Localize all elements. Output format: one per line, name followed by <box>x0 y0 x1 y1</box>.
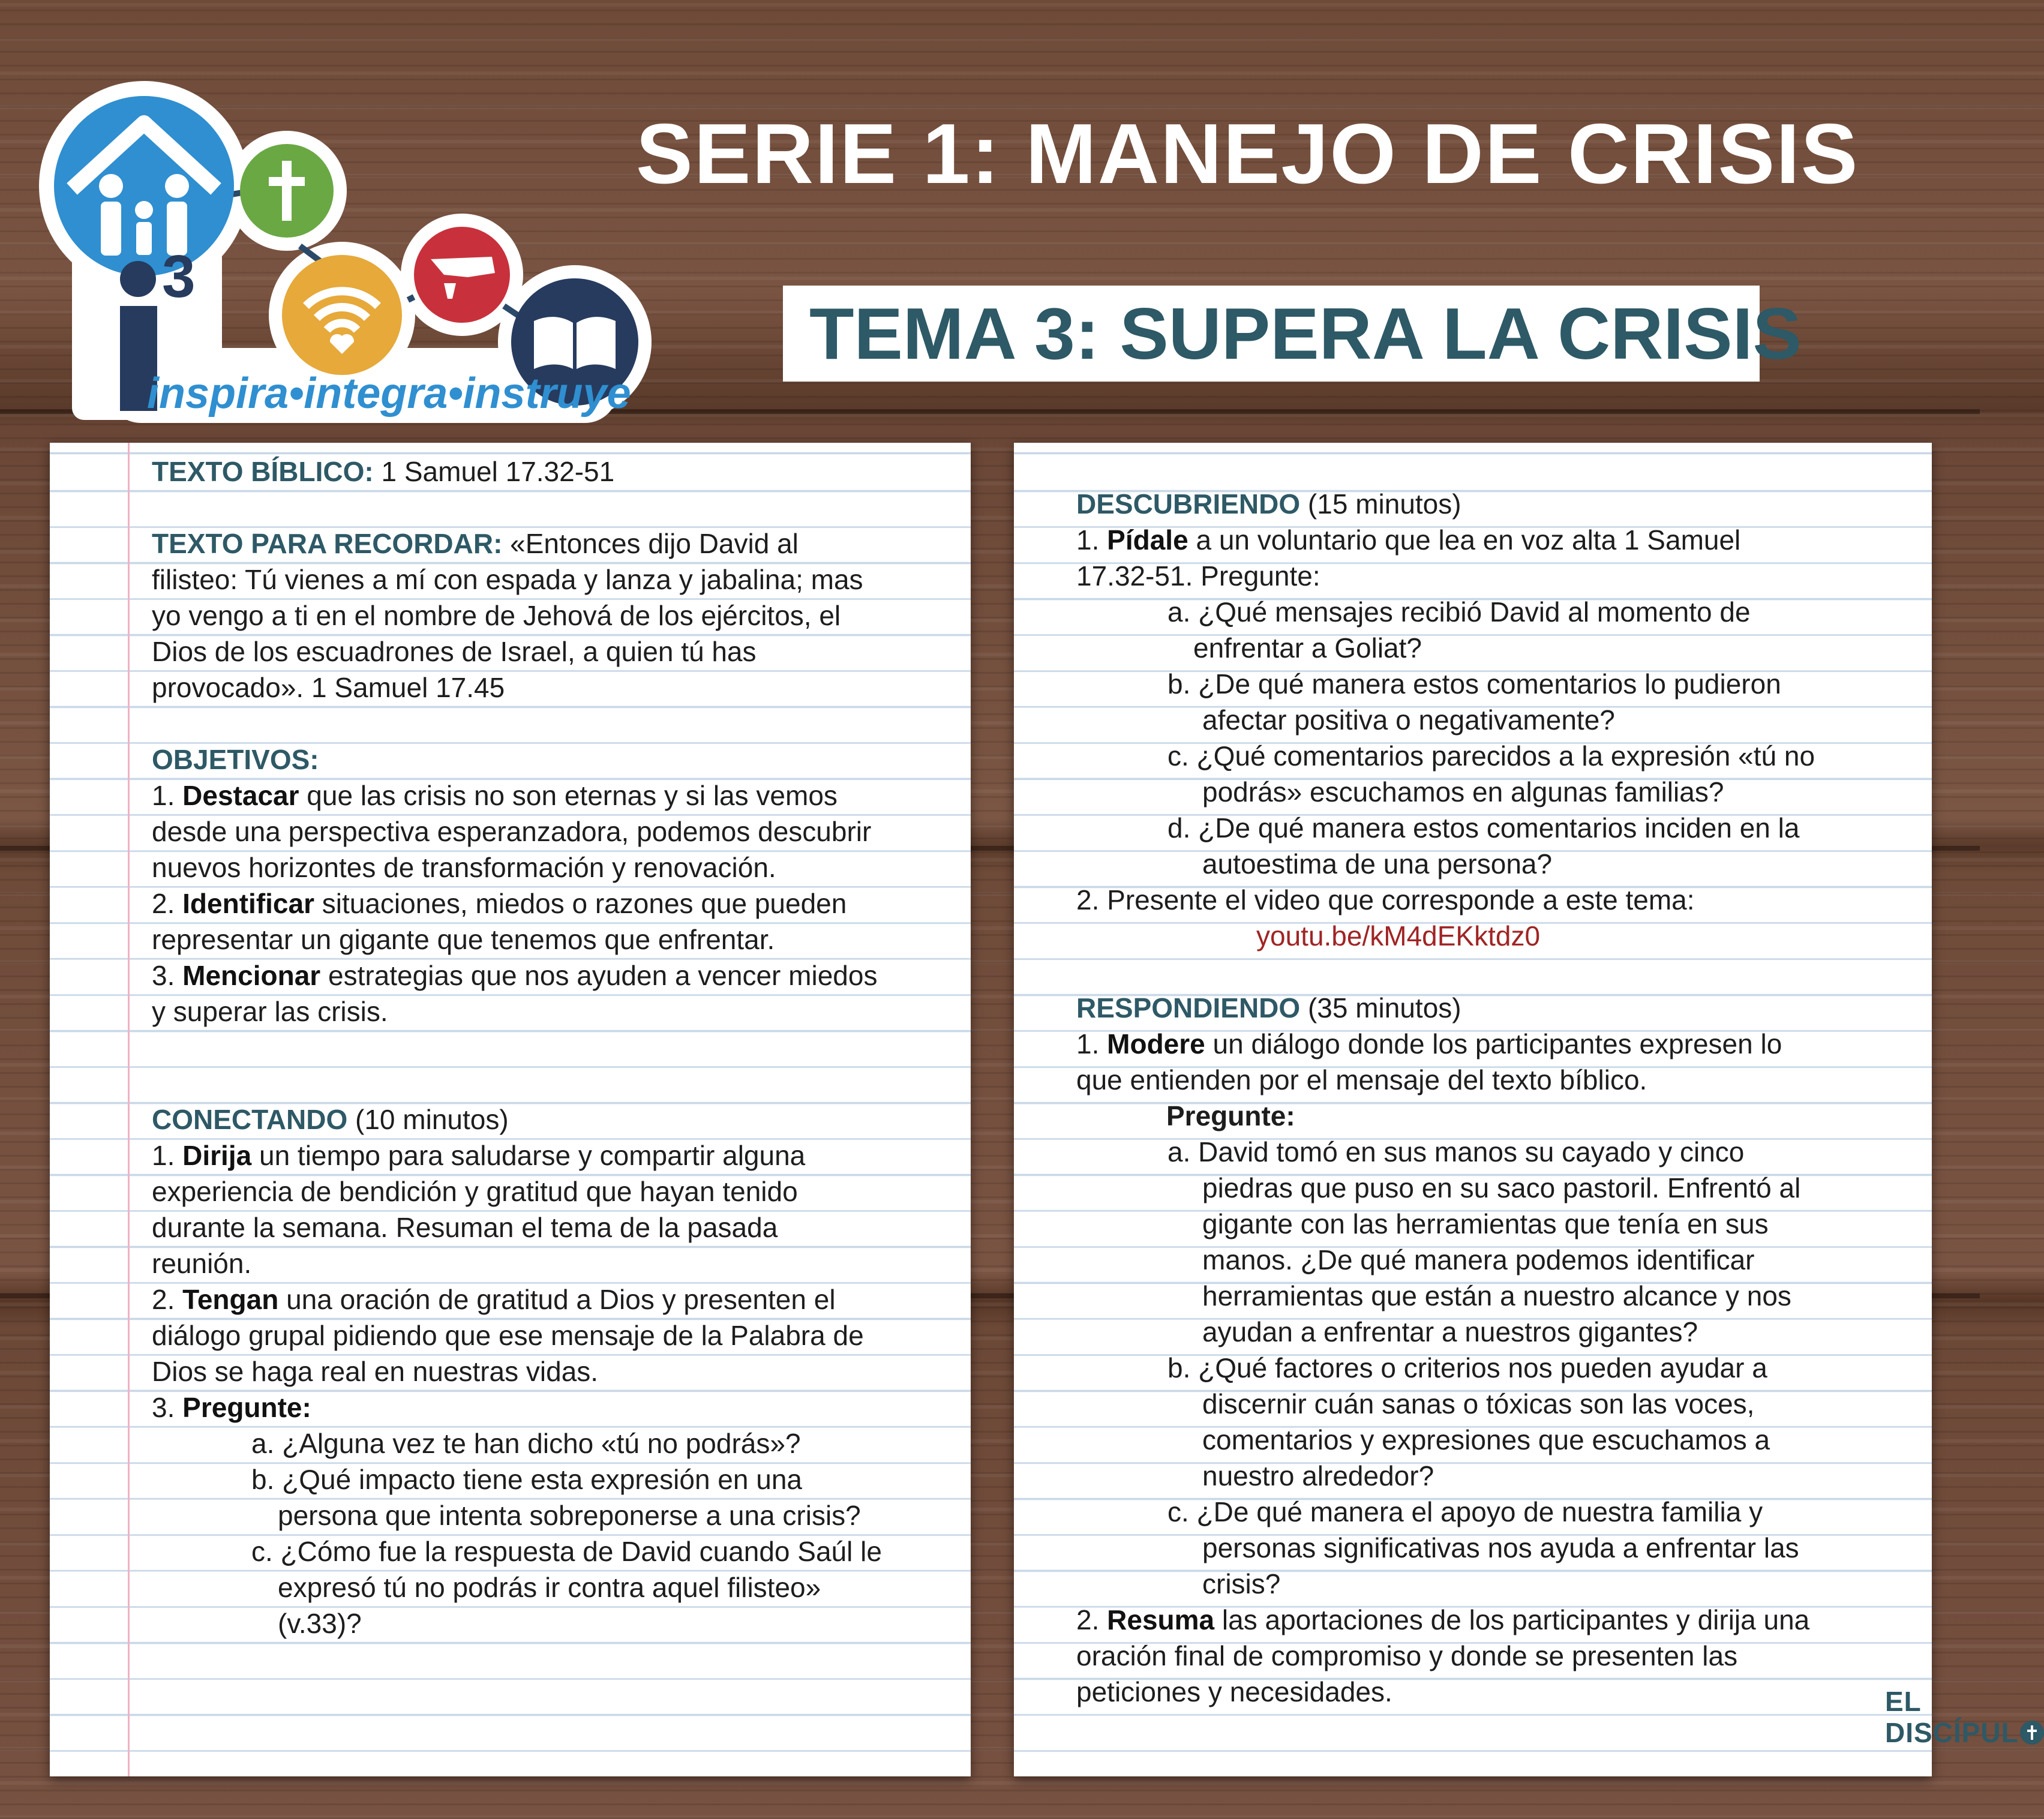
question-item: a. David tomó en sus manos su cayado y cinco <box>1167 1136 1745 1167</box>
texto-biblico <box>152 454 953 490</box>
texto-biblico-value: 1 Samuel 17.32-51 <box>373 456 615 487</box>
text-line: peticiones y necesidades. <box>1076 1676 1392 1707</box>
text-line: afectar positiva o negativamente? <box>1202 704 1615 736</box>
list-item: 3. Pregunte: <box>152 1392 311 1423</box>
list-item: 1. Pídale a un voluntario que lea en voz alta 1 Samuel <box>1076 524 1741 556</box>
text-line: comentarios y expresiones que escuchamos a <box>1202 1424 1770 1455</box>
text-line: diálogo grupal pidiendo que ese mensaje de la Palabra de <box>152 1320 864 1351</box>
left-notebook-page <box>50 443 971 1776</box>
question-item: b. ¿De qué manera estos comentarios lo pudieron <box>1167 668 1781 700</box>
text-line: durante la semana. Resuman el tema de la pasada <box>152 1212 778 1243</box>
text-line: (v.33)? <box>278 1608 362 1639</box>
text-line: representar un gigante que tenemos que enfrentar. <box>152 924 775 955</box>
descubriendo-heading: DESCUBRIENDO (15 minutos) <box>1076 488 1461 520</box>
text-line: 17.32-51. Pregunte: <box>1076 560 1320 592</box>
video-link[interactable]: youtu.be/kM4dEKktdz0 <box>1256 920 1541 951</box>
logo-text: EL <box>1885 1686 1922 1717</box>
section-label: TEXTO PARA RECORDAR: <box>152 528 503 559</box>
text-line: autoestima de una persona? <box>1202 848 1553 880</box>
list-item: 2. Resuma las aportaciones de los participantes y dirija una <box>1076 1604 1810 1635</box>
list-item: 1. Modere un diálogo donde los participantes expresen lo <box>1076 1028 1782 1059</box>
text-line: reunión. <box>152 1248 252 1279</box>
text-line: persona que intenta sobreponerse a una crisis? <box>278 1500 861 1531</box>
question-item: b. ¿Qué impacto tiene esta expresión en una <box>251 1464 803 1495</box>
text-line: podrás» escuchamos en algunas familias? <box>1202 776 1724 808</box>
objective-item: 2. Identificar situaciones, miedos o razones que pueden <box>152 888 847 919</box>
text-line: enfrentar a Goliat? <box>1193 632 1422 664</box>
tema-title: TEMA 3: SUPERA LA CRISIS <box>783 286 1760 382</box>
question-item: a. ¿Qué mensajes recibió David al momento de <box>1167 596 1751 628</box>
objective-item: 1. Destacar que las crisis no son eternas y si las vemos <box>152 780 838 811</box>
svg-text:3: 3 <box>162 243 196 310</box>
left-content <box>152 454 953 1641</box>
text-line: expresó tú no podrás ir contra aquel filisteo» <box>278 1572 821 1603</box>
text-line: piedras que puso en su saco pastoril. Enfrentó al <box>1202 1172 1801 1203</box>
i3-logo <box>30 66 648 420</box>
section-label: TEXTO BÍBLICO: <box>152 456 374 487</box>
text-line: que entienden por el mensaje del texto bíblico. <box>1076 1064 1647 1095</box>
list-item: 1. Dirija un tiempo para saludarse y compartir alguna <box>152 1140 806 1171</box>
family-house-icon <box>54 96 234 276</box>
svg-text:inspira•integra•instruye: inspira•integra•instruye <box>147 370 631 418</box>
text-line: nuestro alrededor? <box>1202 1460 1434 1491</box>
text-line: oración final de compromiso y donde se presenten las <box>1076 1640 1738 1671</box>
cross-circle-icon <box>2020 1721 2044 1745</box>
logo-text: DISCÍPUL <box>1885 1717 2019 1748</box>
question-item: c. ¿Qué comentarios parecidos a la expresión «tú no <box>1167 740 1815 772</box>
text-line: personas significativas nos ayuda a enfrentar las <box>1202 1532 1799 1563</box>
text-line: filisteo: Tú vienes a mí con espada y lanza y jabalina; mas <box>152 564 863 595</box>
right-content <box>1076 486 1914 1710</box>
text-line: ayudan a enfrentar a nuestros gigantes? <box>1202 1316 1698 1347</box>
question-item: c. ¿Cómo fue la respuesta de David cuando Saúl le <box>251 1536 882 1567</box>
text-line: nuevos horizontes de transformación y renovación. <box>152 852 776 883</box>
section-label: OBJETIVOS: <box>152 744 319 775</box>
question-item: d. ¿De qué manera estos comentarios inciden en la <box>1167 812 1800 844</box>
list-item: 2. Presente el video que corresponde a este tema: <box>1076 884 1695 915</box>
question-item: a. ¿Alguna vez te han dicho «tú no podrás»? <box>251 1428 801 1459</box>
text-line: desde una perspectiva esperanzadora, podemos descubrir <box>152 816 872 847</box>
text-line: Dios de los escuadrones de Israel, a quien tú has <box>152 636 757 667</box>
text-line: discernir cuán sanas o tóxicas son las voces, <box>1202 1388 1755 1419</box>
objective-item: 3. Mencionar estrategias que nos ayuden a vencer miedos <box>152 960 878 991</box>
text-line: gigante con las herramientas que tenía en sus <box>1202 1208 1769 1239</box>
puerto-rico-cup-icon <box>414 227 510 323</box>
respondiendo-heading: RESPONDIENDO (35 minutos) <box>1076 992 1461 1023</box>
wifi-heart-icon <box>282 255 402 375</box>
text-line: manos. ¿De qué manera podemos identificar <box>1202 1244 1755 1275</box>
el-discipulo-logo <box>1885 1686 2019 1748</box>
serie-title: SERIE 1: MANEJO DE CRISIS <box>636 106 1859 202</box>
cross-icon <box>240 144 334 238</box>
conectando-heading: CONECTANDO (10 minutos) <box>152 1104 509 1135</box>
text-line: y superar las crisis. <box>152 996 388 1027</box>
text-line: provocado». 1 Samuel 17.45 <box>152 672 505 703</box>
question-item: c. ¿De qué manera el apoyo de nuestra familia y <box>1167 1496 1763 1527</box>
pregunte-label: Pregunte: <box>1166 1100 1295 1131</box>
margin-line <box>128 443 130 1776</box>
text-line: crisis? <box>1202 1568 1281 1599</box>
text-line: herramientas que están a nuestro alcance y nos <box>1202 1280 1791 1311</box>
text-line: experiencia de bendición y gratitud que hayan tenido <box>152 1176 798 1207</box>
text-line: Dios se haga real en nuestras vidas. <box>152 1356 599 1387</box>
question-item: b. ¿Qué factores o criterios nos pueden ayudar a <box>1167 1352 1767 1383</box>
texto-recordar <box>152 526 953 562</box>
text-line: «Entonces dijo David al <box>502 528 799 559</box>
text-line: yo vengo a ti en el nombre de Jehová de los ejércitos, el <box>152 600 841 631</box>
right-notebook-page <box>1014 443 2019 1776</box>
list-item: 2. Tengan una oración de gratitud a Dios y presenten el <box>152 1284 836 1315</box>
